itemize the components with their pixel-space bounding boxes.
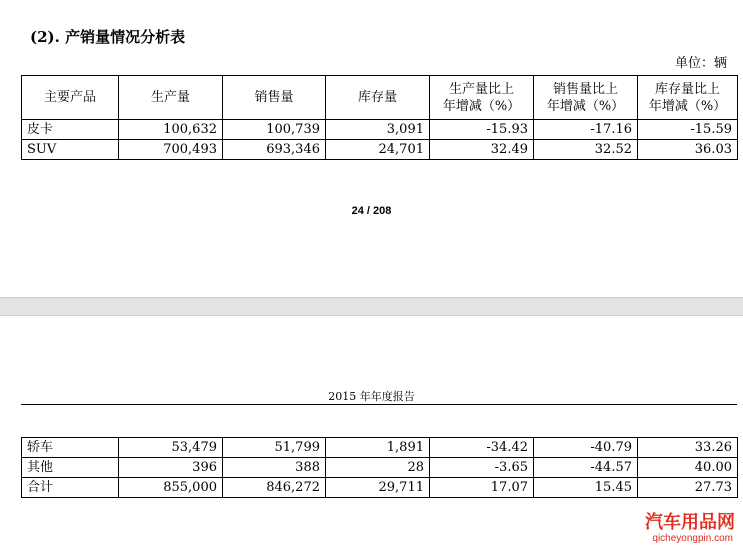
- table-row: [22, 120, 738, 140]
- cell-production: 700,493: [119, 140, 223, 160]
- header-product: 主要产品: [22, 76, 119, 120]
- header-production-change: 生产量比上 年增减（%）: [430, 76, 534, 120]
- cell-inventory: 3,091: [326, 120, 430, 140]
- cell-production: 53,479: [119, 438, 223, 458]
- cell-sales-change: -17.16: [534, 120, 638, 140]
- cell-inventory-change: -15.59: [638, 120, 738, 140]
- cell-sales: 388: [223, 458, 326, 478]
- table-header-row: [22, 76, 738, 120]
- watermark-brand: 汽车用品网: [645, 512, 735, 533]
- header-sales: 销售量: [223, 76, 326, 120]
- cell-sales-change: 32.52: [534, 140, 638, 160]
- header-production: 生产量: [119, 76, 223, 120]
- cell-inventory: 28: [326, 458, 430, 478]
- cell-inventory: 1,891: [326, 438, 430, 458]
- cell-inventory-change: 40.00: [638, 458, 738, 478]
- header-inventory-change: 库存量比上 年增减（%）: [638, 76, 738, 120]
- cell-sales: 51,799: [223, 438, 326, 458]
- cell-inventory: 29,711: [326, 478, 430, 498]
- cell-inventory-change: 33.26: [638, 438, 738, 458]
- cell-product: 轿车: [22, 438, 119, 458]
- section-title: (2). 产销量情况分析表: [30, 28, 186, 46]
- cell-production-change: 32.49: [430, 140, 534, 160]
- cell-production-change: 17.07: [430, 478, 534, 498]
- cell-sales-change: -40.79: [534, 438, 638, 458]
- table-row: [22, 438, 738, 458]
- page-break-divider: [0, 297, 743, 316]
- table-row-total: [22, 478, 738, 498]
- header-sales-change: 销售量比上 年增减（%）: [534, 76, 638, 120]
- production-sales-table-page1: [21, 75, 738, 160]
- cell-production: 396: [119, 458, 223, 478]
- watermark-url: qicheyongpin.com: [652, 533, 733, 544]
- table-row: [22, 458, 738, 478]
- cell-sales: 693,346: [223, 140, 326, 160]
- cell-inventory-change: 27.73: [638, 478, 738, 498]
- cell-production: 100,632: [119, 120, 223, 140]
- page-number: 24 / 208: [351, 205, 392, 217]
- cell-production: 855,000: [119, 478, 223, 498]
- production-sales-table-page2: [21, 437, 738, 498]
- table-row: [22, 140, 738, 160]
- report-header: 2015 年年度报告: [328, 390, 415, 403]
- cell-inventory-change: 36.03: [638, 140, 738, 160]
- cell-product: 合计: [22, 478, 119, 498]
- cell-production-change: -15.93: [430, 120, 534, 140]
- cell-sales-change: 15.45: [534, 478, 638, 498]
- header-inventory: 库存量: [326, 76, 430, 120]
- cell-product: 其他: [22, 458, 119, 478]
- cell-inventory: 24,701: [326, 140, 430, 160]
- cell-production-change: -3.65: [430, 458, 534, 478]
- cell-sales-change: -44.57: [534, 458, 638, 478]
- unit-label: 单位：辆: [674, 56, 727, 71]
- header-rule: [21, 404, 737, 405]
- cell-sales: 846,272: [223, 478, 326, 498]
- cell-sales: 100,739: [223, 120, 326, 140]
- cell-product: SUV: [22, 140, 119, 160]
- cell-production-change: -34.42: [430, 438, 534, 458]
- cell-product: 皮卡: [22, 120, 119, 140]
